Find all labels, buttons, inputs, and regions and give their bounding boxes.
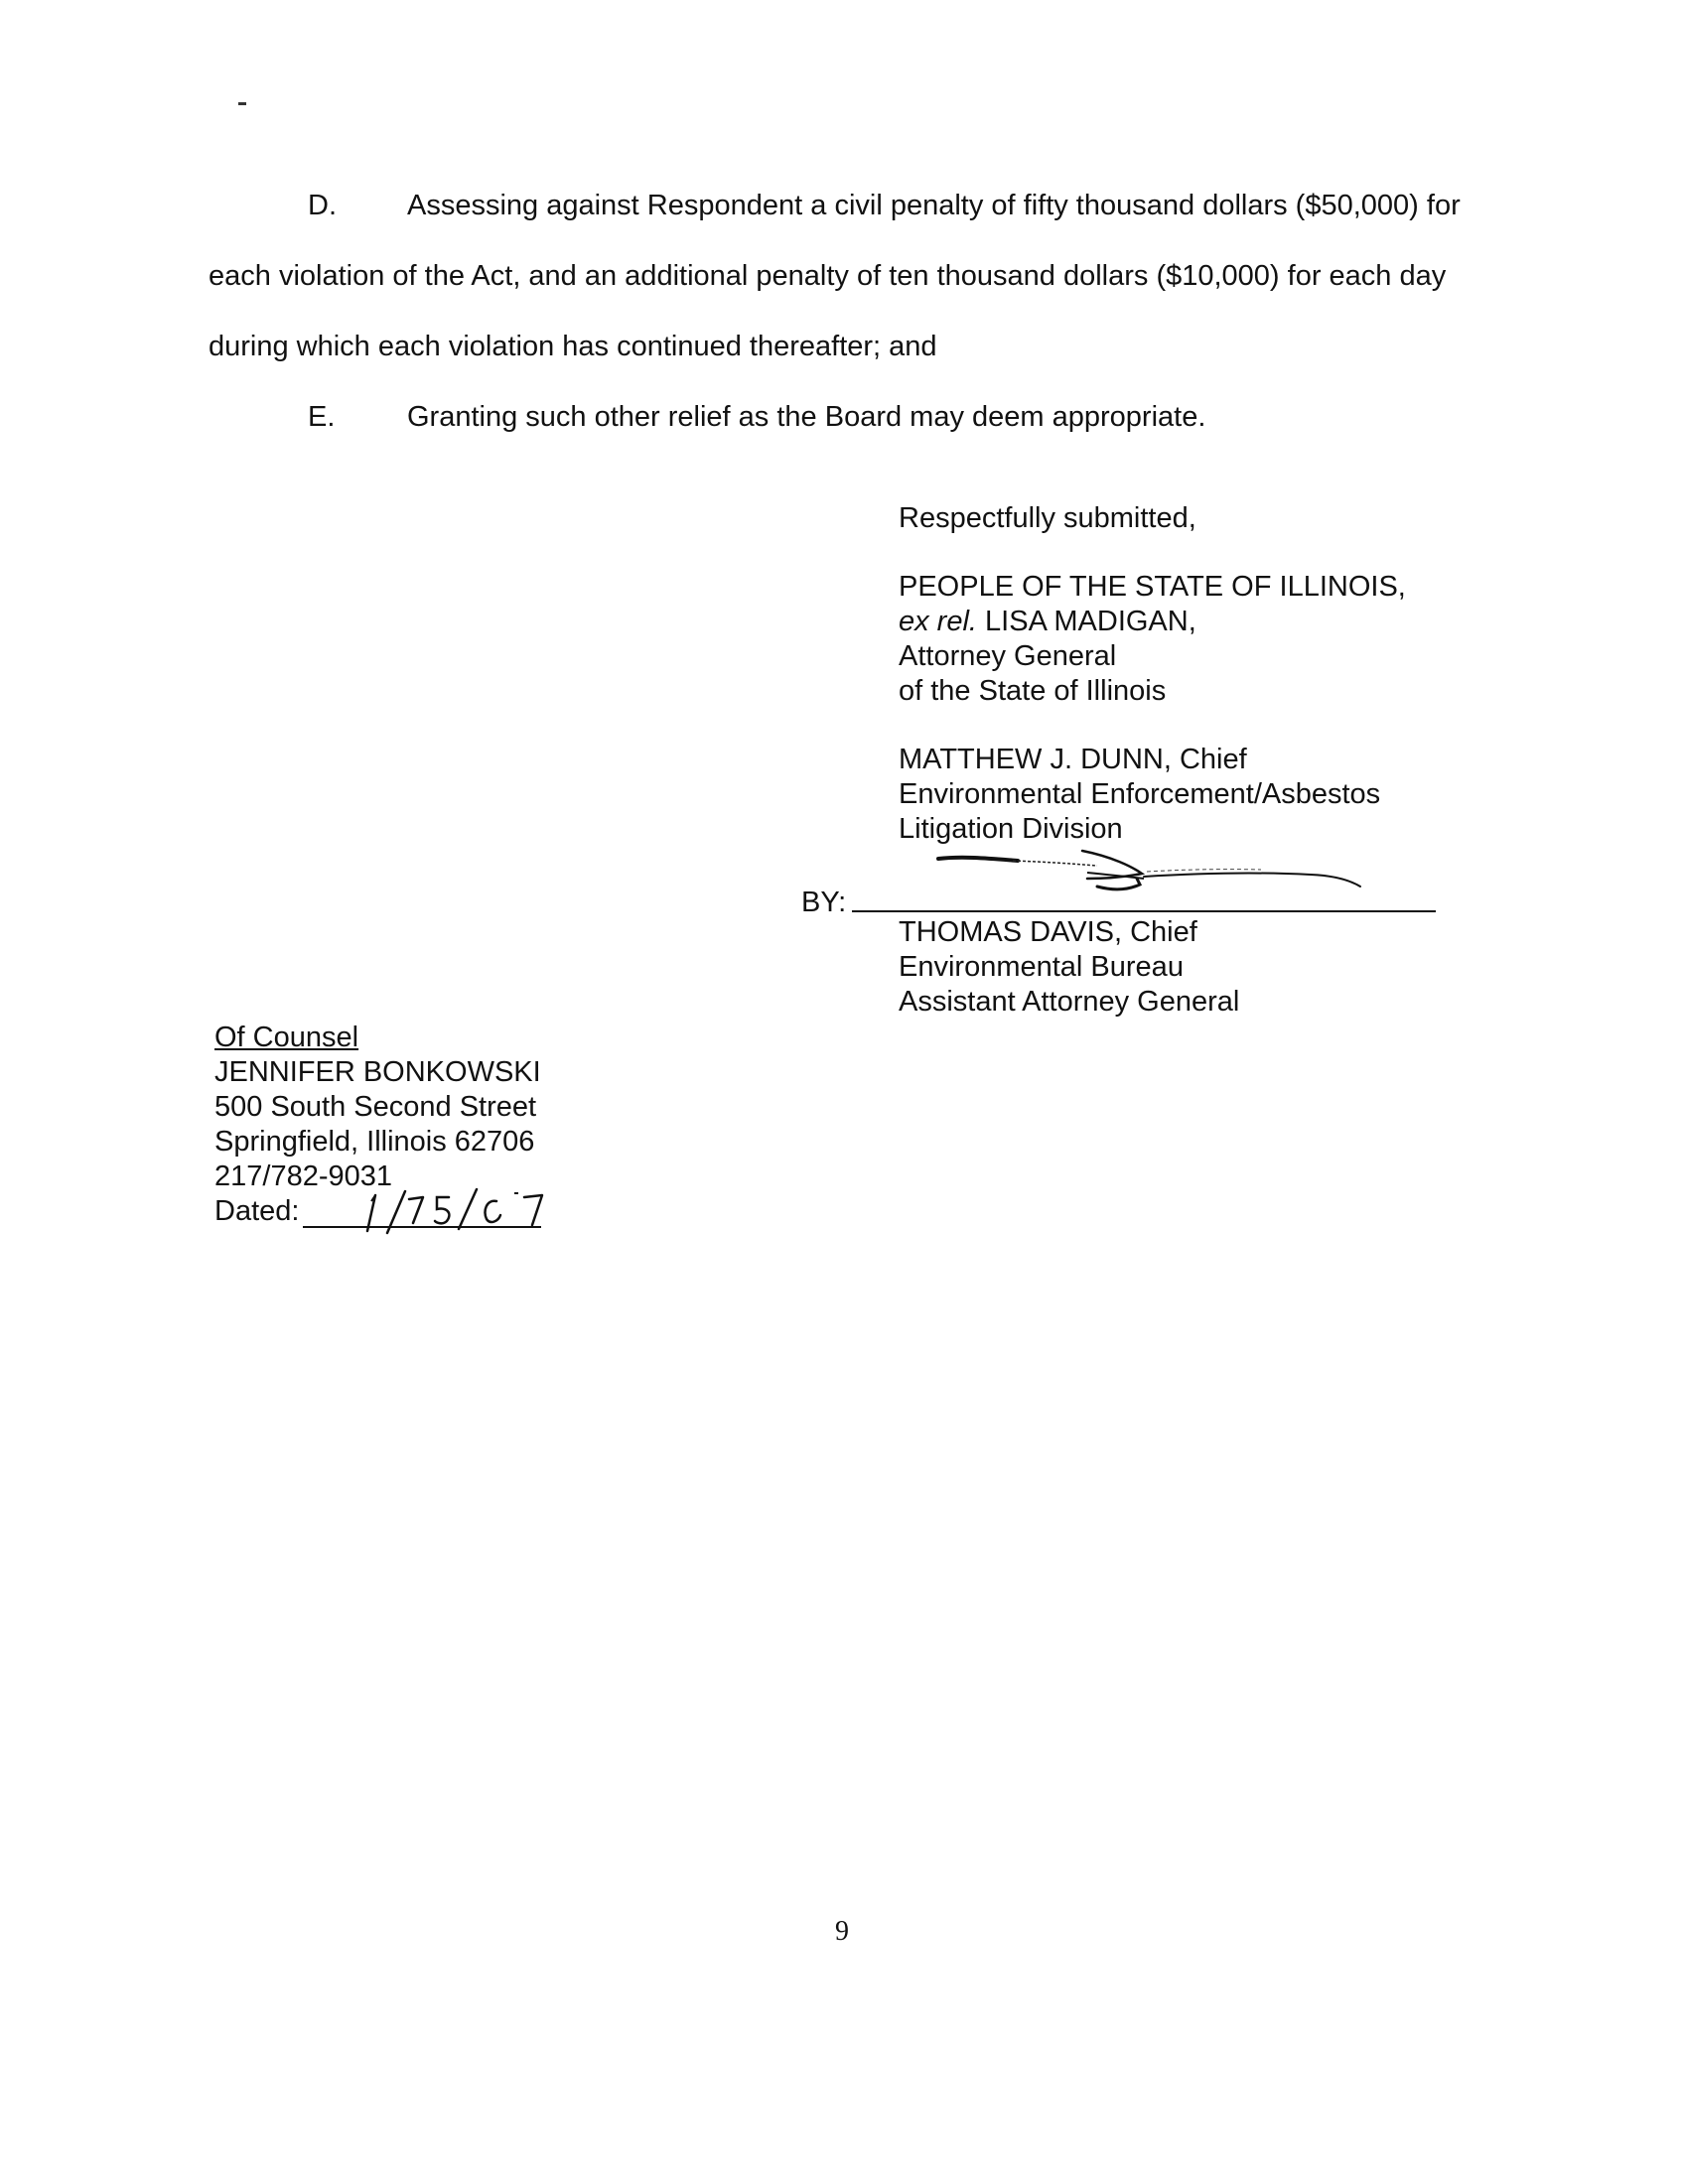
handwritten-signature [923,839,1380,910]
people-line-2-rest: LISA MADIGAN, [976,606,1196,637]
davis-line-1: THOMAS DAVIS, Chief [899,916,1197,948]
paragraph-d-line-3: during which each violation has continued thereafter; and [209,331,937,362]
counsel-name: JENNIFER BONKOWSKI [214,1056,541,1088]
counsel-city: Springfield, Illinois 62706 [214,1126,535,1158]
counsel-heading: Of Counsel [214,1022,359,1053]
paragraph-e [209,382,1499,453]
paragraph-d-line-1 [209,171,1499,241]
counsel-phone: 217/782-9031 [214,1160,392,1192]
people-line-2 [899,605,1406,639]
dunn-line-1: MATTHEW J. DUNN, Chief [899,744,1247,775]
davis-block [899,915,1239,1020]
scan-speck [238,102,246,105]
davis-line-2: Environmental Bureau [899,951,1184,983]
ex-rel-italic: ex rel. [899,606,977,637]
counsel-street: 500 South Second Street [214,1091,537,1123]
signature-line [852,910,1436,912]
paragraph-d-text-1: Assessing against Respondent a civil penalty of fifty thousand dollars ($50,000) for [407,190,1461,221]
paragraph-d-line-2: each violation of the Act, and an additional penalty of ten thousand dollars ($10,000) for each day [209,260,1447,292]
people-line-1: PEOPLE OF THE STATE OF ILLINOIS, [899,571,1406,603]
paragraph-e-line [209,382,1499,453]
paragraph-d-letter: D. [308,190,337,221]
dunn-line-3: Litigation Division [899,813,1123,845]
dunn-block [899,743,1380,847]
handwritten-date [348,1181,556,1241]
paragraph-e-letter: E. [308,401,336,433]
closing-salutation [899,501,1196,536]
page-number: 9 [835,1916,849,1947]
people-block [899,570,1406,709]
paragraph-d [209,171,1499,382]
people-line-3: Attorney General [899,640,1117,672]
closing-text: Respectfully submitted, [899,502,1196,534]
dated-label: Dated: [214,1195,300,1227]
davis-line-3: Assistant Attorney General [899,986,1240,1018]
paragraph-e-text: Granting such other relief as the Board may deem appropriate. [407,401,1206,433]
people-line-4: of the State of Illinois [899,675,1167,707]
dunn-line-2: Environmental Enforcement/Asbestos [899,778,1381,810]
by-label: BY: [801,887,847,918]
